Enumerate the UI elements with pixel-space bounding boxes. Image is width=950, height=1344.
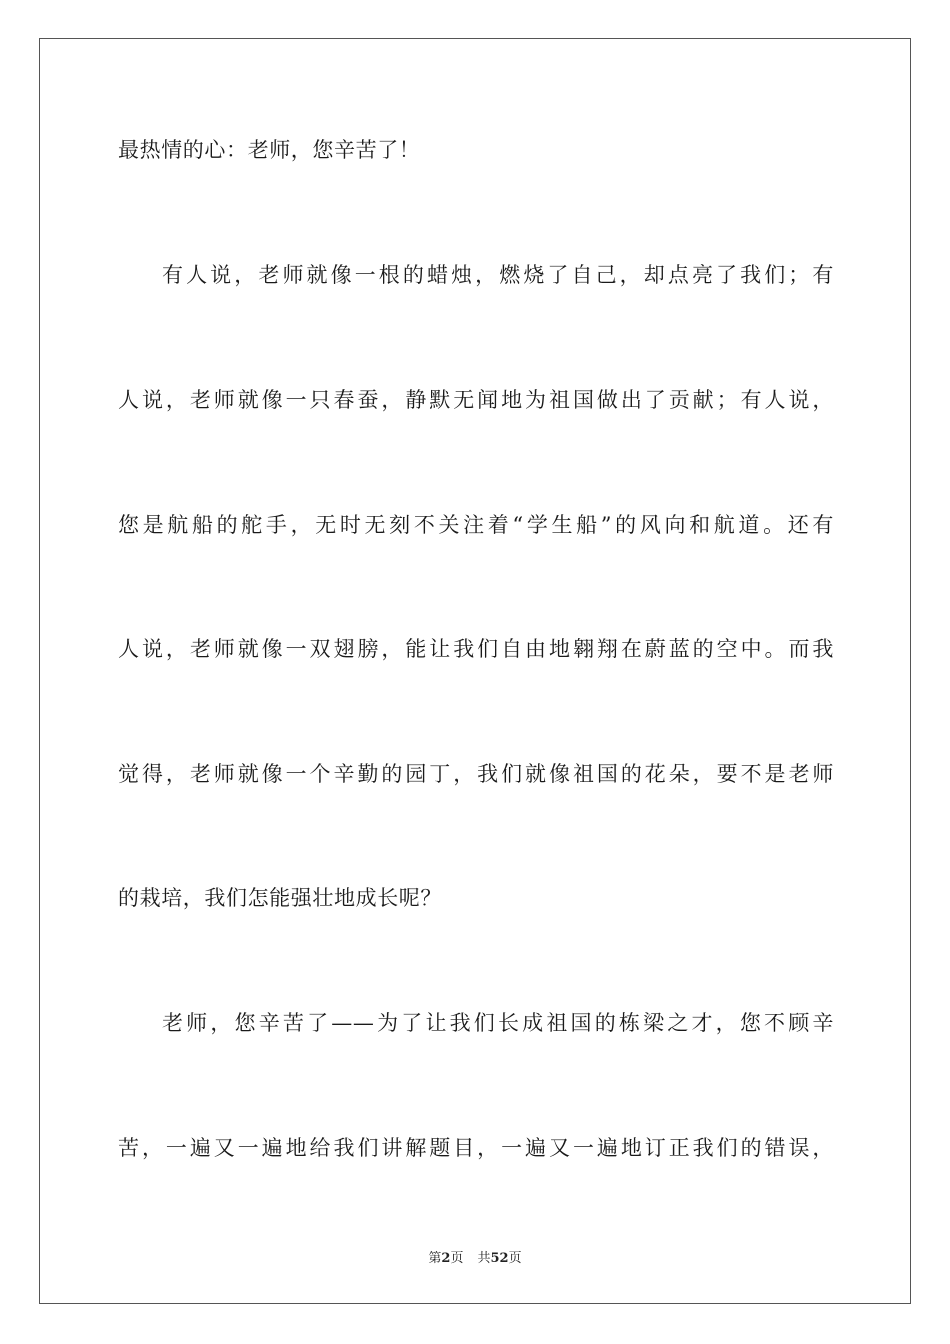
text-line-4: 您是航船的舵手，无时无刻不关注着“学生船”的风向和航道。还有 [118,513,834,537]
text-line-6: 觉得，老师就像一个辛勤的园丁，我们就像祖国的花朵，要不是老师 [118,762,834,786]
text-line-7: 的栽培，我们怎能强壮地成长呢？ [118,886,442,910]
text-line-1: 最热情的心：老师，您辛苦了！ [118,138,421,162]
page-suffix: 页 [450,1251,464,1266]
page-footer [0,1250,950,1268]
total-pages: 52 [490,1251,509,1266]
total-prefix: 共 [477,1251,491,1266]
page-border [39,38,911,1304]
text-line-5: 人说，老师就像一双翅膀，能让我们自由地翱翔在蔚蓝的空中。而我 [118,637,834,661]
text-line-3: 人说，老师就像一只春蚕，静默无闻地为祖国做出了贡献；有人说， [118,388,834,412]
total-suffix: 页 [508,1251,522,1266]
text-line-2: 有人说，老师就像一根的蜡烛，燃烧了自己，却点亮了我们；有 [162,263,834,287]
text-line-8: 老师，您辛苦了——为了让我们长成祖国的栋梁之才，您不顾辛 [162,1011,834,1035]
text-line-9: 苦，一遍又一遍地给我们讲解题目，一遍又一遍地订正我们的错误， [118,1136,834,1160]
page-prefix: 第 [428,1251,442,1266]
page-number: 2 [441,1251,451,1266]
